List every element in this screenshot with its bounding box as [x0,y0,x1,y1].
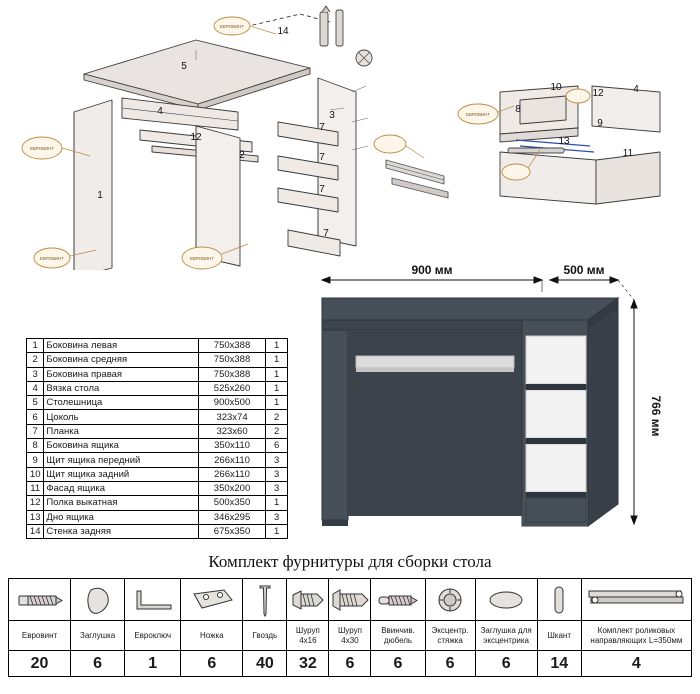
kit-label: Ввинчив. дюбель [371,621,425,651]
svg-text:11: 11 [622,148,634,159]
table-row: 11 Фасад ящика 350x200 3 [27,481,288,495]
kit-label: Заглушка для эксцентрика [475,621,537,651]
kit-label: Евроключ [125,621,181,651]
table-row: 5 Столешница 900x500 1 [27,396,288,410]
kit-count: 6 [425,651,475,677]
parts-list-body [27,339,288,539]
eccentric-cap-icon [475,579,537,621]
foot-icon [181,579,243,621]
kit-count: 32 [287,651,329,677]
svg-text:ЕВРОВИНТ: ЕВРОВИНТ [29,146,55,151]
dimension-depth-label: 500 мм [563,263,605,277]
kit-label: Шуруп 4x30 [329,621,371,651]
kit-label: Ножка [181,621,243,651]
table-row: 7 Планка 323x60 2 [27,424,288,438]
svg-text:3: 3 [329,110,335,121]
kit-count: 6 [371,651,425,677]
kit-count: 6 [329,651,371,677]
kit-count: 40 [243,651,287,677]
svg-text:13: 13 [558,136,570,147]
svg-text:7: 7 [319,184,325,195]
svg-text:8: 8 [515,104,521,115]
table-row: 8 Боковина ящика 350x110 6 [27,439,288,453]
kit-counts-row [9,651,692,677]
svg-text:ЕВРОВИНТ: ЕВРОВИНТ [39,256,65,261]
cap-plug-icon [71,579,125,621]
kit-count: 4 [581,651,691,677]
kit-label: Евровинт [9,621,71,651]
table-row: 4 Вязка стола 525x260 1 [27,381,288,395]
svg-text:ЕВРОВИНТ: ЕВРОВИНТ [219,24,245,29]
dowel-icon [537,579,581,621]
kit-label: Комплект роликовых направляющих L=350мм [581,621,691,651]
eccentric-tie-icon [425,579,475,621]
table-row: 14 Стенка задняя 675x350 1 [27,524,288,538]
hex-key-icon [125,579,181,621]
svg-text:1: 1 [97,190,103,201]
table-row: 1 Боковина левая 750x388 1 [27,339,288,353]
svg-text:14: 14 [277,26,289,37]
euro-screw-icon [9,579,71,621]
kit-label: Эксцентр. стяжка [425,621,475,651]
nail-icon [243,579,287,621]
svg-text:2: 2 [239,150,245,161]
table-row: 13 Дно ящика 346x295 3 [27,510,288,524]
screw-4x30-icon [329,579,371,621]
kit-count: 1 [125,651,181,677]
table-row: 9 Щит ящика передний 266x110 3 [27,453,288,467]
dimension-width-label: 900 мм [411,263,453,277]
kit-count: 20 [9,651,71,677]
kit-count: 6 [71,651,125,677]
svg-text:12: 12 [592,88,604,99]
table-row: 12 Полка выкатная 500x350 1 [27,496,288,510]
kit-label: Гвоздь [243,621,287,651]
exploded-assembly-diagram [0,0,700,270]
kit-labels-row [9,621,692,651]
svg-text:10: 10 [550,82,562,93]
kit-count: 6 [475,651,537,677]
assembled-desk-render [300,258,690,548]
dimension-width [322,277,542,283]
svg-text:5: 5 [181,61,187,72]
screw-in-dowel-icon [371,579,425,621]
kit-count: 14 [537,651,581,677]
svg-text:7: 7 [323,228,329,239]
kit-label: Шкант [537,621,581,651]
hardware-kit-title: Комплект фурнитуры для сборки стола [208,552,492,571]
screw-4x16-icon [287,579,329,621]
table-row: 10 Щит ящика задний 266x110 3 [27,467,288,481]
table-row: 6 Цоколь 323x74 2 [27,410,288,424]
svg-text:7: 7 [319,122,325,133]
kit-label: Шуруп 4x16 [287,621,329,651]
dimension-depth [550,277,618,283]
svg-text:4: 4 [157,106,163,117]
svg-text:ЕВРОВИНТ: ЕВРОВИНТ [465,112,491,117]
parts-list-table [26,338,288,539]
hardware-kit-table [8,578,692,677]
kit-count: 6 [181,651,243,677]
svg-text:4: 4 [633,84,639,95]
kit-icons-row [9,579,692,621]
svg-text:7: 7 [319,152,325,163]
svg-text:9: 9 [597,118,603,129]
table-row: 3 Боковина правая 750x388 1 [27,367,288,381]
svg-text:ЕВРОВИНТ: ЕВРОВИНТ [189,256,215,261]
table-row: 2 Боковина средняя 750x388 1 [27,353,288,367]
dimension-height-label: 766 мм [649,395,663,437]
slide-rails-icon [581,579,691,621]
svg-text:12: 12 [190,132,202,143]
kit-label: Заглушка [71,621,125,651]
